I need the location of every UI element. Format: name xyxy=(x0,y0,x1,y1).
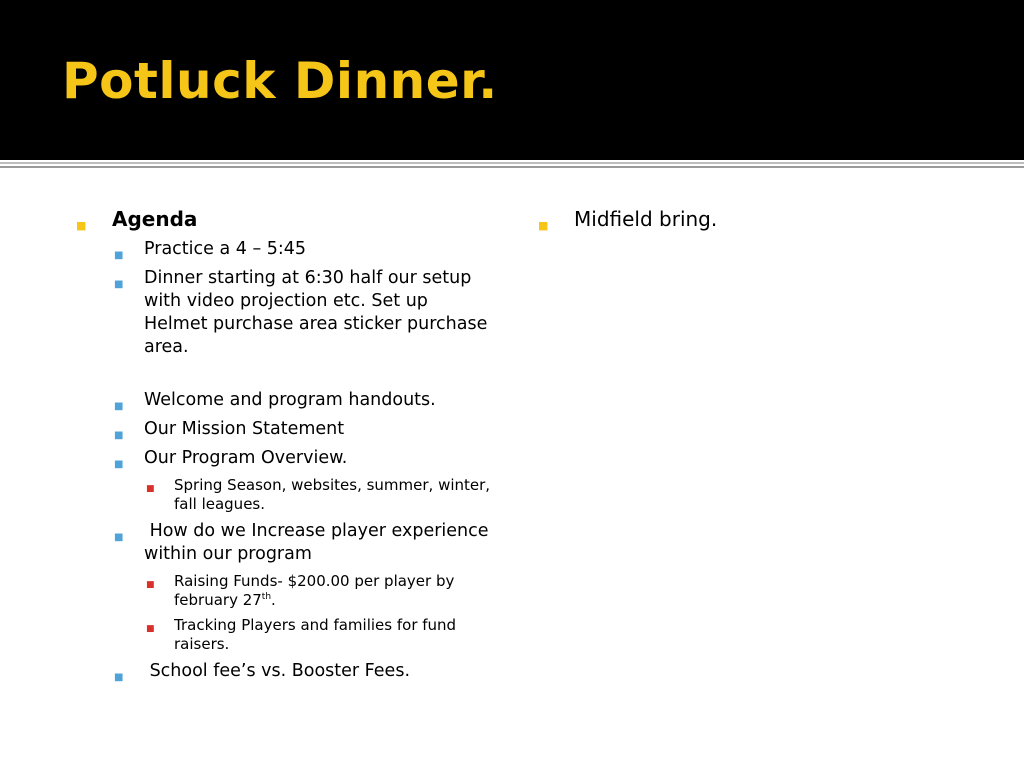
bullet-text: Welcome and program handouts. xyxy=(144,390,436,410)
square-bullet-icon: ■ xyxy=(114,401,124,412)
bullet-text: Midfield bring. xyxy=(574,207,718,231)
bullet-midfield-bring xyxy=(538,206,978,232)
slide-title: Potluck Dinner. xyxy=(62,52,498,110)
bullet-welcome xyxy=(76,389,496,412)
square-bullet-icon: ■ xyxy=(114,279,124,290)
divider-line-bottom xyxy=(0,166,1024,168)
square-bullet-icon: ■ xyxy=(114,672,124,683)
bullet-text: Raising Funds- $200.00 per player by february 27th. xyxy=(174,572,455,609)
bullet-text: How do we Increase player experience within our program xyxy=(144,521,489,564)
agenda-heading: Agenda xyxy=(112,207,198,231)
square-bullet-icon: ■ xyxy=(114,532,124,543)
square-bullet-icon: ■ xyxy=(146,484,155,494)
bullet-dinner-setup xyxy=(76,267,496,359)
square-bullet-icon: ■ xyxy=(538,219,549,232)
bullet-practice-time xyxy=(76,238,496,261)
bullet-agenda xyxy=(76,206,496,232)
square-bullet-icon: ■ xyxy=(76,219,87,232)
bullet-text: Practice a 4 – 5:45 xyxy=(144,239,307,259)
bullet-school-fees xyxy=(76,660,496,683)
square-bullet-icon: ■ xyxy=(146,624,155,634)
bullet-text: Our Program Overview. xyxy=(144,448,348,468)
title-bar xyxy=(0,0,1024,160)
bullet-text: Dinner starting at 6:30 half our setup with video projection etc. Set up Helmet purchase area sticker purchase area. xyxy=(144,268,488,357)
bullet-text: Our Mission Statement xyxy=(144,419,345,439)
bullet-text: Spring Season, websites, summer, winter, fall leagues. xyxy=(174,476,491,513)
bullet-increase-experience xyxy=(76,520,496,566)
right-content-column xyxy=(538,206,978,238)
divider-line-top xyxy=(0,162,1024,164)
sub-bullet-raising-funds xyxy=(76,572,496,610)
left-content-column xyxy=(76,206,496,689)
superscript: th xyxy=(261,592,272,602)
square-bullet-icon: ■ xyxy=(114,430,124,441)
square-bullet-icon: ■ xyxy=(114,459,124,470)
square-bullet-icon: ■ xyxy=(146,580,155,590)
bullet-mission-statement xyxy=(76,418,496,441)
bullet-program-overview xyxy=(76,447,496,470)
sub-bullet-seasons xyxy=(76,476,496,514)
square-bullet-icon: ■ xyxy=(114,250,124,261)
bullet-text: School fee’s vs. Booster Fees. xyxy=(144,661,411,681)
bullet-text: Tracking Players and families for fund raisers. xyxy=(174,616,457,653)
sub-bullet-tracking-players xyxy=(76,616,496,654)
